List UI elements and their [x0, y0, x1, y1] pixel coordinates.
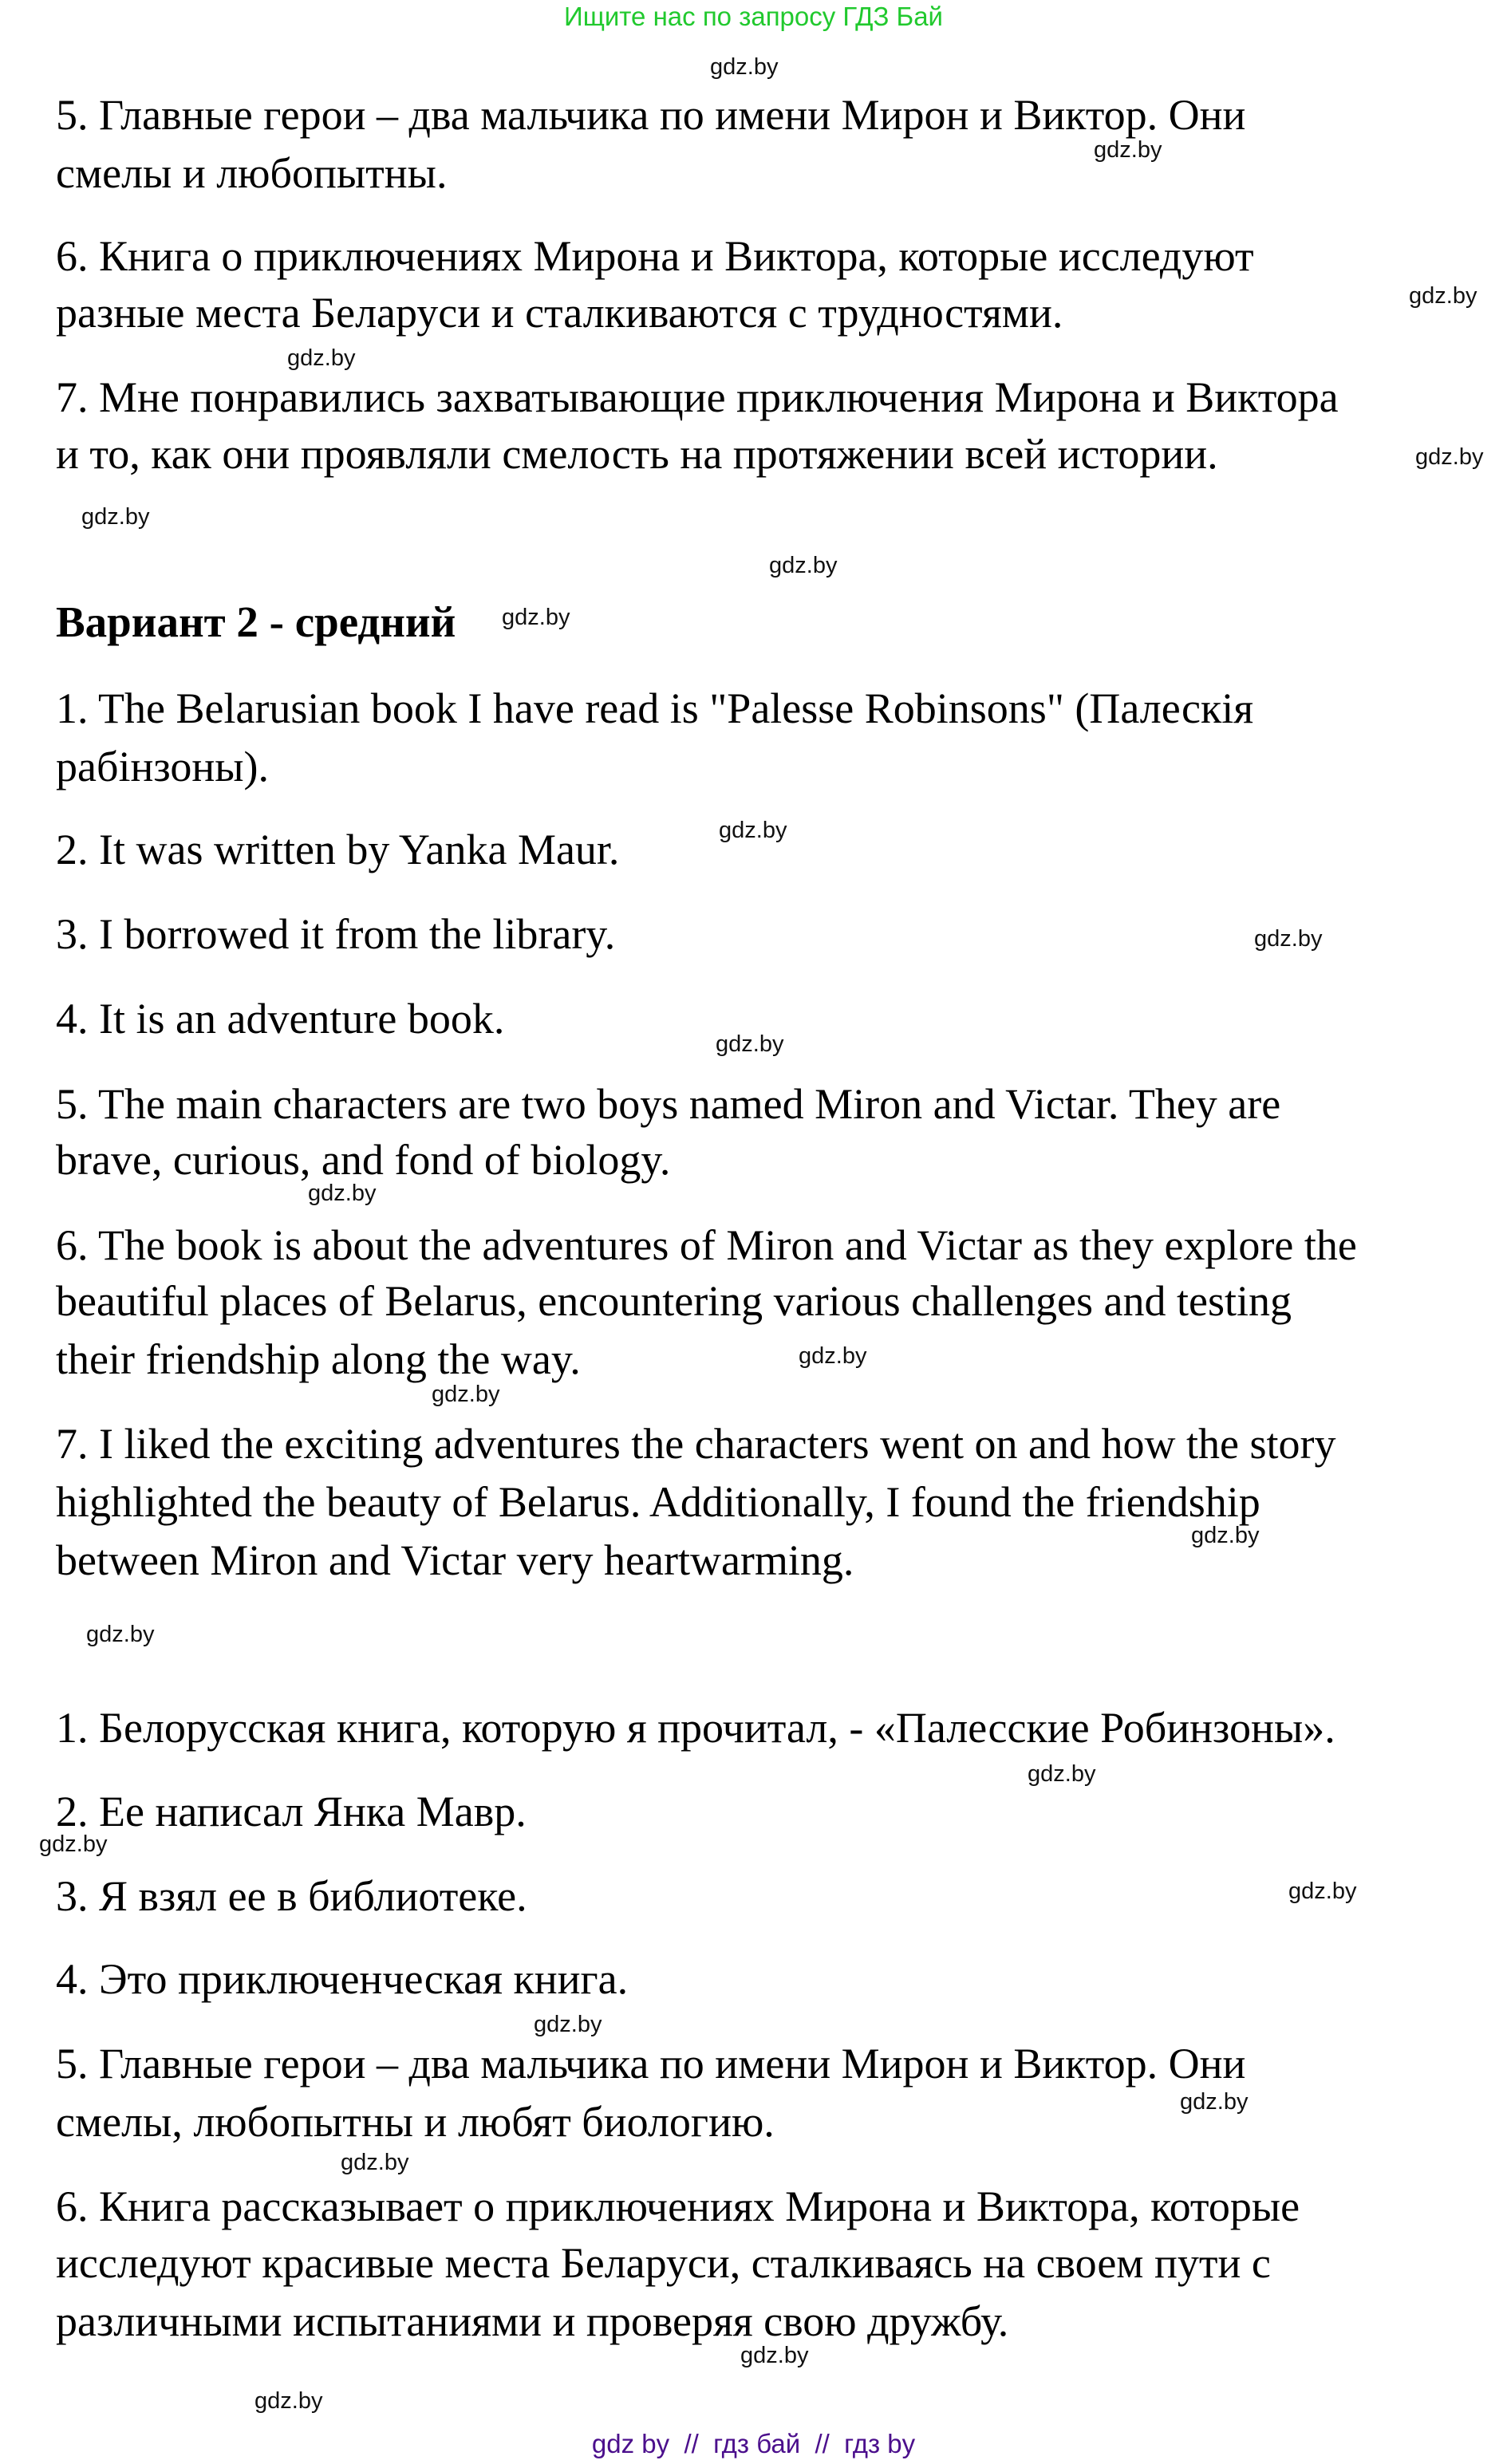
watermark: gdz.by — [799, 1343, 867, 1369]
watermark: gdz.by — [39, 1831, 108, 1857]
answer-en-6-line-3: their friendship along the way. — [56, 1335, 581, 1383]
answer-en-3: 3. I borrowed it from the library. — [56, 910, 616, 958]
watermark: gdz.by — [1415, 444, 1484, 470]
watermark: gdz.by — [1409, 283, 1477, 309]
watermark: gdz.by — [502, 605, 570, 630]
answer-ru-7-line-2: и то, как они проявляли смелость на протяжении всей истории. — [56, 430, 1218, 478]
watermark: gdz.by — [769, 553, 838, 578]
watermark: gdz.by — [716, 1031, 784, 1057]
watermark: gdz.by — [287, 345, 356, 371]
watermark: gdz.by — [710, 54, 779, 80]
translation-2: 2. Ее написал Янка Мавр. — [56, 1788, 527, 1835]
promo-header: Ищите нас по запросу ГДЗ Бай — [564, 2, 943, 31]
answer-ru-5-line-2: смелы и любопытны. — [56, 149, 448, 197]
answer-ru-6-line-1: 6. Книга о приключениях Мирона и Виктора, которые исследуют — [56, 232, 1254, 280]
watermark: gdz.by — [1180, 2089, 1249, 2115]
variant-heading: Вариант 2 - средний — [56, 597, 456, 646]
answer-en-7-line-1: 7. I liked the exciting adventures the characters went on and how the story — [56, 1420, 1336, 1468]
watermark: gdz.by — [1254, 926, 1323, 952]
watermark: gdz.by — [1288, 1879, 1357, 1904]
watermark: gdz.by — [86, 1622, 155, 1647]
answer-ru-6-line-2: разные места Беларуси и сталкиваются с трудностями. — [56, 289, 1063, 337]
answer-en-4: 4. It is an adventure book. — [56, 995, 505, 1043]
answer-ru-5-line-1: 5. Главные герои – два мальчика по имени Мирон и Виктор. Они — [56, 91, 1246, 139]
watermark: gdz.by — [534, 2012, 602, 2037]
watermark: gdz.by — [740, 2343, 809, 2368]
watermark: gdz.by — [719, 818, 787, 843]
watermark: gdz.by — [432, 1382, 500, 1407]
watermark: gdz.by — [1191, 1523, 1260, 1548]
answer-en-7-line-2: highlighted the beauty of Belarus. Additionally, I found the friendship — [56, 1478, 1260, 1526]
translation-6-line-1: 6. Книга рассказывает о приключениях Мирона и Виктора, которые — [56, 2182, 1300, 2230]
watermark: gdz.by — [254, 2388, 323, 2414]
answer-en-6-line-1: 6. The book is about the adventures of Miron and Victar as they explore the — [56, 1221, 1357, 1269]
translation-5-line-2: смелы, любопытны и любят биологию. — [56, 2098, 775, 2146]
translation-6-line-3: различными испытаниями и проверяя свою дружбу. — [56, 2297, 1009, 2345]
watermark: gdz.by — [1094, 137, 1162, 163]
translation-5-line-1: 5. Главные герои – два мальчика по имени Мирон и Виктор. Они — [56, 2040, 1246, 2088]
watermark: gdz.by — [341, 2150, 409, 2175]
answer-en-7-line-3: between Miron and Victar very heartwarming. — [56, 1536, 854, 1584]
translation-6-line-2: исследуют красивые места Беларуси, сталкиваясь на своем пути с — [56, 2239, 1271, 2287]
footer-links[interactable]: gdz by // гдз бай // гдз by — [591, 2429, 916, 2458]
translation-3: 3. Я взял ее в библиотеке. — [56, 1872, 527, 1920]
answer-en-6-line-2: beautiful places of Belarus, encountering various challenges and testing — [56, 1277, 1292, 1325]
translation-4: 4. Это приключенческая книга. — [56, 1955, 629, 2003]
watermark: gdz.by — [81, 504, 150, 530]
watermark: gdz.by — [308, 1181, 377, 1206]
answer-en-1-line-2: рабінзоны). — [56, 743, 270, 790]
answer-en-2: 2. It was written by Yanka Maur. — [56, 826, 620, 873]
answer-en-1-line-1: 1. The Belarusian book I have read is "Palesse Robinsons" (Палескія — [56, 684, 1254, 732]
translation-1: 1. Белорусская книга, которую я прочитал, - «Палесские Робинзоны». — [56, 1704, 1335, 1752]
watermark: gdz.by — [1028, 1761, 1096, 1787]
answer-en-5-line-2: brave, curious, and fond of biology. — [56, 1136, 671, 1184]
answer-ru-7-line-1: 7. Мне понравились захватывающие приключения Мирона и Виктора — [56, 373, 1339, 421]
answer-en-5-line-1: 5. The main characters are two boys named Miron and Victar. They are — [56, 1080, 1281, 1128]
